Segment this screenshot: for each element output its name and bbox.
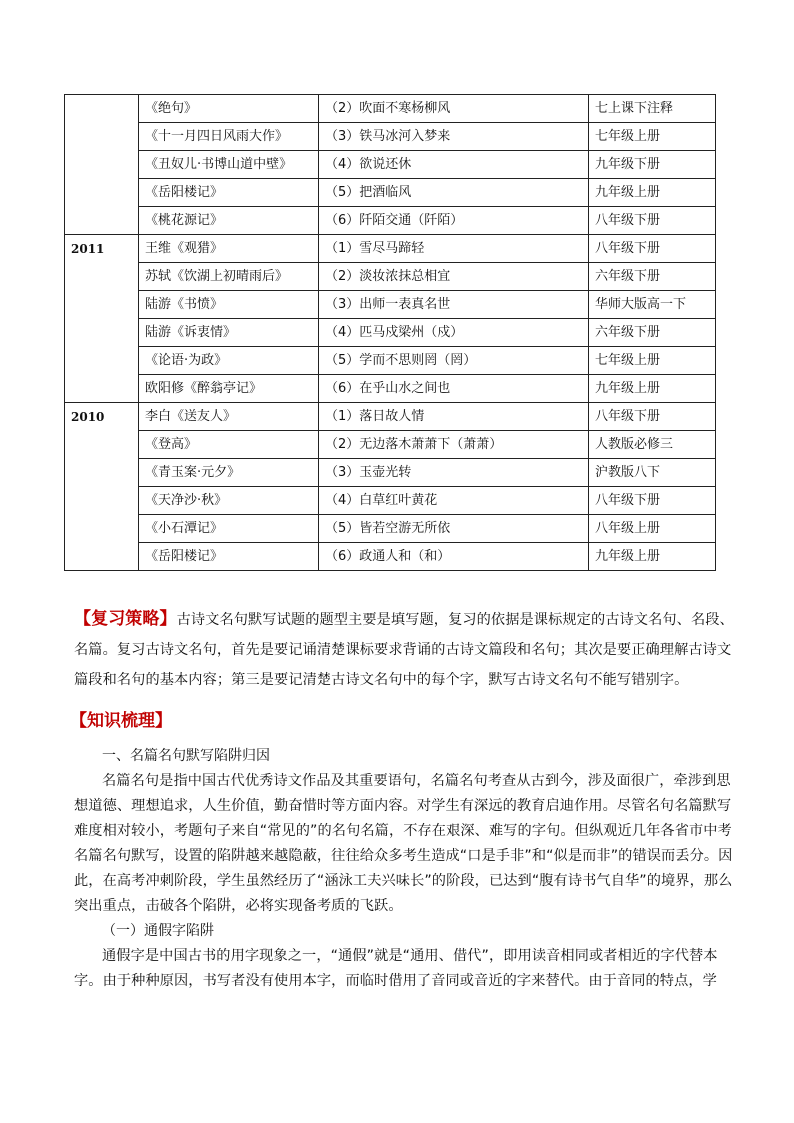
review-strategy-text: 古诗文名句默写试题的题型主要是填写题，复习的依据是课标规定的古诗文名句、名段、名篇。复习古诗文名句，首先是要记诵清楚课标要求背诵的古诗文篇段和名句；其次是要正确理解古诗文篇段和名句的基本内容；第三是要记清楚古诗文名句中的每个字，默写古诗文名句不能写错别字。 xyxy=(74,612,734,688)
textbook-source-cell: 八年级下册 xyxy=(589,403,716,431)
textbook-source-cell: 九年级下册 xyxy=(589,151,716,179)
poem-title-cell: 《十一月四日风雨大作》 xyxy=(139,123,319,151)
textbook-source-cell: 九年级上册 xyxy=(589,375,716,403)
review-strategy-heading: 【复习策略】 xyxy=(74,609,177,629)
verse-line-cell: （3）玉壶光转 xyxy=(319,459,589,487)
table-row xyxy=(65,459,716,487)
section-title: 一、名篇名句默写陷阱归因 xyxy=(102,748,270,764)
textbook-source-cell: 七年级上册 xyxy=(589,123,716,151)
verse-line-cell: （5）皆若空游无所依 xyxy=(319,515,589,543)
table-row xyxy=(65,487,716,515)
table-row xyxy=(65,123,716,151)
table-row xyxy=(65,319,716,347)
poem-title-cell: 《论语·为政》 xyxy=(139,347,319,375)
table-row xyxy=(65,431,716,459)
textbook-source-cell: 六年级下册 xyxy=(589,263,716,291)
verse-line-cell: （4）白草红叶黄花 xyxy=(319,487,589,515)
poem-title-cell: 《小石潭记》 xyxy=(139,515,319,543)
table-row xyxy=(65,375,716,403)
verse-line-cell: （2）无边落木萧萧下（萧萧） xyxy=(319,431,589,459)
knowledge-section xyxy=(70,706,734,994)
table-row xyxy=(65,95,716,123)
verse-line-cell: （6）在乎山水之间也 xyxy=(319,375,589,403)
poem-title-cell: 《丑奴儿·书博山道中壁》 xyxy=(139,151,319,179)
year-cell: 2011 xyxy=(65,235,139,403)
year-cell xyxy=(65,95,139,235)
table-row xyxy=(65,291,716,319)
verse-line-cell: （4）欲说还休 xyxy=(319,151,589,179)
subsection-title: （一）通假字陷阱 xyxy=(102,923,214,939)
table-row xyxy=(65,347,716,375)
textbook-source-cell: 华师大版高一下 xyxy=(589,291,716,319)
verse-line-cell: （2）淡妆浓抹总相宜 xyxy=(319,263,589,291)
verse-line-cell: （1）落日故人情 xyxy=(319,403,589,431)
poem-title-cell: 苏轼《饮湖上初晴雨后》 xyxy=(139,263,319,291)
table-row xyxy=(65,403,716,431)
textbook-source-cell: 六年级下册 xyxy=(589,319,716,347)
textbook-source-cell: 沪教版八下 xyxy=(589,459,716,487)
review-strategy-section xyxy=(74,604,734,695)
poem-title-cell: 《天净沙·秋》 xyxy=(139,487,319,515)
poem-title-cell: 《岳阳楼记》 xyxy=(139,179,319,207)
textbook-source-cell: 七上课下注释 xyxy=(589,95,716,123)
poem-title-cell: 《登高》 xyxy=(139,431,319,459)
poem-title-cell: 《桃花源记》 xyxy=(139,207,319,235)
verse-line-cell: （6）阡陌交通（阡陌） xyxy=(319,207,589,235)
verse-line-cell: （3）出师一表真名世 xyxy=(319,291,589,319)
textbook-source-cell: 九年级上册 xyxy=(589,543,716,571)
poem-title-cell: 陆游《诉衷情》 xyxy=(139,319,319,347)
verse-line-cell: （5）把酒临风 xyxy=(319,179,589,207)
paragraph: 名篇名句是指中国古代优秀诗文作品及其重要语句，名篇名句考查从古到今，涉及面很广，牵涉到思想道德、理想追求，人生价值，勤奋惜时等方面内容。对学生有深远的教育启迪作用。尽管名句名篇默写难度相对较小，考题句子来自“常见的”的名句名篇，不存在艰深、难写的字句。但纵观近几年各省市中考名篇名句默写，设置的陷阱越来越隐蔽，往往给众多考生造成“口是手非”和“似是而非”的错误而丢分。因此，在高考冲刺阶段，学生虽然经历了“涵泳工夫兴味长”的阶段，已达到“腹有诗书气自华”的境界，那么突出重点，击破各个陷阱，必将实现备考质的飞跃。 xyxy=(74,773,733,914)
verse-line-cell: （1）雪尽马蹄轻 xyxy=(319,235,589,263)
verse-line-cell: （4）匹马戍梁州（戍） xyxy=(319,319,589,347)
poem-title-cell: 陆游《书愤》 xyxy=(139,291,319,319)
textbook-source-cell: 八年级下册 xyxy=(589,487,716,515)
table-row xyxy=(65,179,716,207)
poem-title-cell: 欧阳修《醉翁亭记》 xyxy=(139,375,319,403)
table-row xyxy=(65,263,716,291)
verse-line-cell: （2）吹面不寒杨柳风 xyxy=(319,95,589,123)
textbook-source-cell: 人教版必修三 xyxy=(589,431,716,459)
table-row xyxy=(65,151,716,179)
table-row xyxy=(65,515,716,543)
textbook-source-cell: 八年级下册 xyxy=(589,235,716,263)
table-row xyxy=(65,543,716,571)
year-cell: 2010 xyxy=(65,403,139,571)
poem-title-cell: 李白《送友人》 xyxy=(139,403,319,431)
verse-line-cell: （6）政通人和（和） xyxy=(319,543,589,571)
poem-title-cell: 《绝句》 xyxy=(139,95,319,123)
table-row xyxy=(65,235,716,263)
poem-title-cell: 《岳阳楼记》 xyxy=(139,543,319,571)
textbook-source-cell: 八年级下册 xyxy=(589,207,716,235)
textbook-source-cell: 九年级上册 xyxy=(589,179,716,207)
exam-questions-table xyxy=(64,94,716,571)
verse-line-cell: （3）铁马冰河入梦来 xyxy=(319,123,589,151)
paragraph: 通假字是中国古书的用字现象之一，“通假”就是“通用、借代”，即用读音相同或者相近的字代替本字。由于种种原因，书写者没有使用本字，而临时借用了音同或音近的字来替代。由于音同的特点，学 xyxy=(74,948,718,989)
poem-title-cell: 王维《观猎》 xyxy=(139,235,319,263)
knowledge-heading: 【知识梳理】 xyxy=(70,711,172,731)
textbook-source-cell: 八年级上册 xyxy=(589,515,716,543)
verse-line-cell: （5）学而不思则罔（罔） xyxy=(319,347,589,375)
table-row xyxy=(65,207,716,235)
textbook-source-cell: 七年级上册 xyxy=(589,347,716,375)
poem-title-cell: 《青玉案·元夕》 xyxy=(139,459,319,487)
